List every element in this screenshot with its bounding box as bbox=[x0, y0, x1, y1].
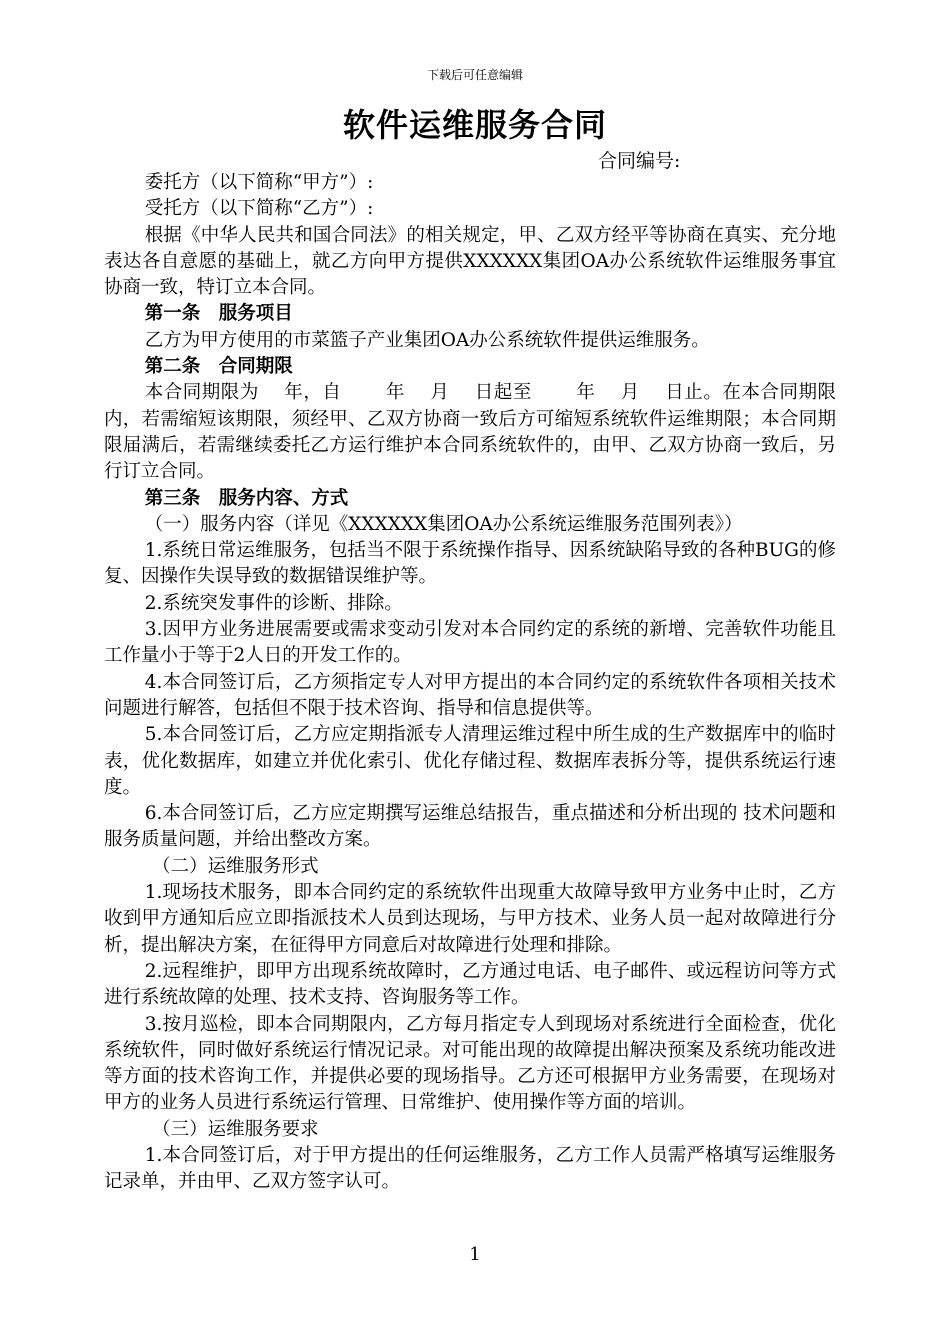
paragraph: 2.系统突发事件的诊断、排除。 bbox=[144, 592, 403, 614]
paragraph: 1.本合同签订后，对于甲方提出的任何运维服务，乙方工作人员需严格填写运维服务记录单，并由甲、乙双方签字认可。 bbox=[104, 1144, 836, 1193]
subsection-heading: （三）运维服务要求 bbox=[152, 1118, 319, 1140]
subsection-heading: （二）运维服务形式 bbox=[152, 855, 319, 877]
section-heading: 第三条 服务内容、方式 bbox=[144, 487, 349, 509]
paragraph: 受托方（以下简称“乙方”）: bbox=[144, 198, 374, 220]
paragraph: 6.本合同签订后，乙方应定期撰写运维总结报告，重点描述和分析出现的 技术问题和服务质量问题，并给出整改方案。 bbox=[104, 803, 836, 851]
header-note: 下载后可任意编辑 bbox=[426, 68, 523, 82]
paragraph: 委托方（以下简称“甲方”）: bbox=[144, 172, 374, 193]
paragraph: （一）服务内容（详见《XXXXXX集团OA办公系统运维服务范围列表》） bbox=[144, 513, 743, 535]
paragraph: 3.因甲方业务进展需要或需求变动引发对本合同约定的系统的新增、完善软件功能且工作量小于等于2人日的开发工作的。 bbox=[104, 619, 836, 667]
paragraph: 3.按月巡检，即本合同期限内，乙方每月指定专人到现场对系统进行全面检查，优化系统软件，同时做好系统运行情况记录。对可能出现的故障提出解决预案及系统功能改进等方面的技术咨询工作，并提供必要的现场指导。乙方还可根据甲方业务需要，在现场对甲方的业务人员进行系统运行管理、日常维护、使用操作等方面的培训。 bbox=[104, 1013, 836, 1114]
paragraph: 根据《中华人民共和国合同法》的相关规定，甲、乙双方经平等协商在真实、充分地表达各自意愿的基础上，就乙方向甲方提供XXXXXX集团OA办公系统软件运维服务事宜协商一致，特订立本合同。 bbox=[104, 224, 836, 299]
paragraph: 乙方为甲方使用的市菜篮子产业集团OA办公系统软件提供运维服务。 bbox=[144, 329, 710, 351]
contract-number-label: 合同编号: bbox=[598, 150, 681, 172]
page-number: 1 bbox=[469, 1244, 481, 1265]
section-heading: 第二条 合同期限 bbox=[144, 356, 293, 378]
section-heading: 第一条 服务项目 bbox=[144, 303, 293, 325]
paragraph: 5.本合同签订后，乙方应定期指派专人清理运维过程中所生成的生产数据库中的临时表，优化数据库，如建立并优化索引、优化存储过程、数据库表拆分等，提供系统运行速度。 bbox=[104, 724, 836, 798]
paragraph: 1.系统日常运维服务，包括当不限于系统操作指导、因系统缺陷导致的各种BUG的修复、因操作失误导致的数据错误维护等。 bbox=[104, 540, 836, 588]
document-title: 软件运维服务合同 bbox=[342, 106, 607, 144]
paragraph: 1.现场技术服务，即本合同约定的系统软件出现重大故障导致甲方业务中止时，乙方收到甲方通知后应立即指派技术人员到达现场，与甲方技术、业务人员一起对故障进行分析，提出解决方案，在征得甲方同意后对故障进行处理和排除。 bbox=[104, 882, 836, 956]
paragraph: 4.本合同签订后，乙方须指定专人对甲方提出的本合同约定的系统软件各项相关技术问题进行解答，包括但不限于技术咨询、指导和信息提供等。 bbox=[104, 671, 836, 719]
paragraph: 本合同期限为 年，自 年 月 日起至 年 月 日止。在本合同期限内，若需缩短该期限，须经甲、乙双方协商一致后方可缩短系统软件运维期限；本合同期限届满后，若需继续委托乙方运行维护本合同系统软件的，由甲、乙双方协商一致后，另行订立合同。 bbox=[104, 382, 836, 483]
document-body bbox=[104, 170, 836, 1196]
paragraph: 2.远程维护，即甲方出现系统故障时，乙方通过电话、电子邮件、或远程访问等方式进行系统故障的处理、技术支持、咨询服务等工作。 bbox=[104, 960, 836, 1009]
